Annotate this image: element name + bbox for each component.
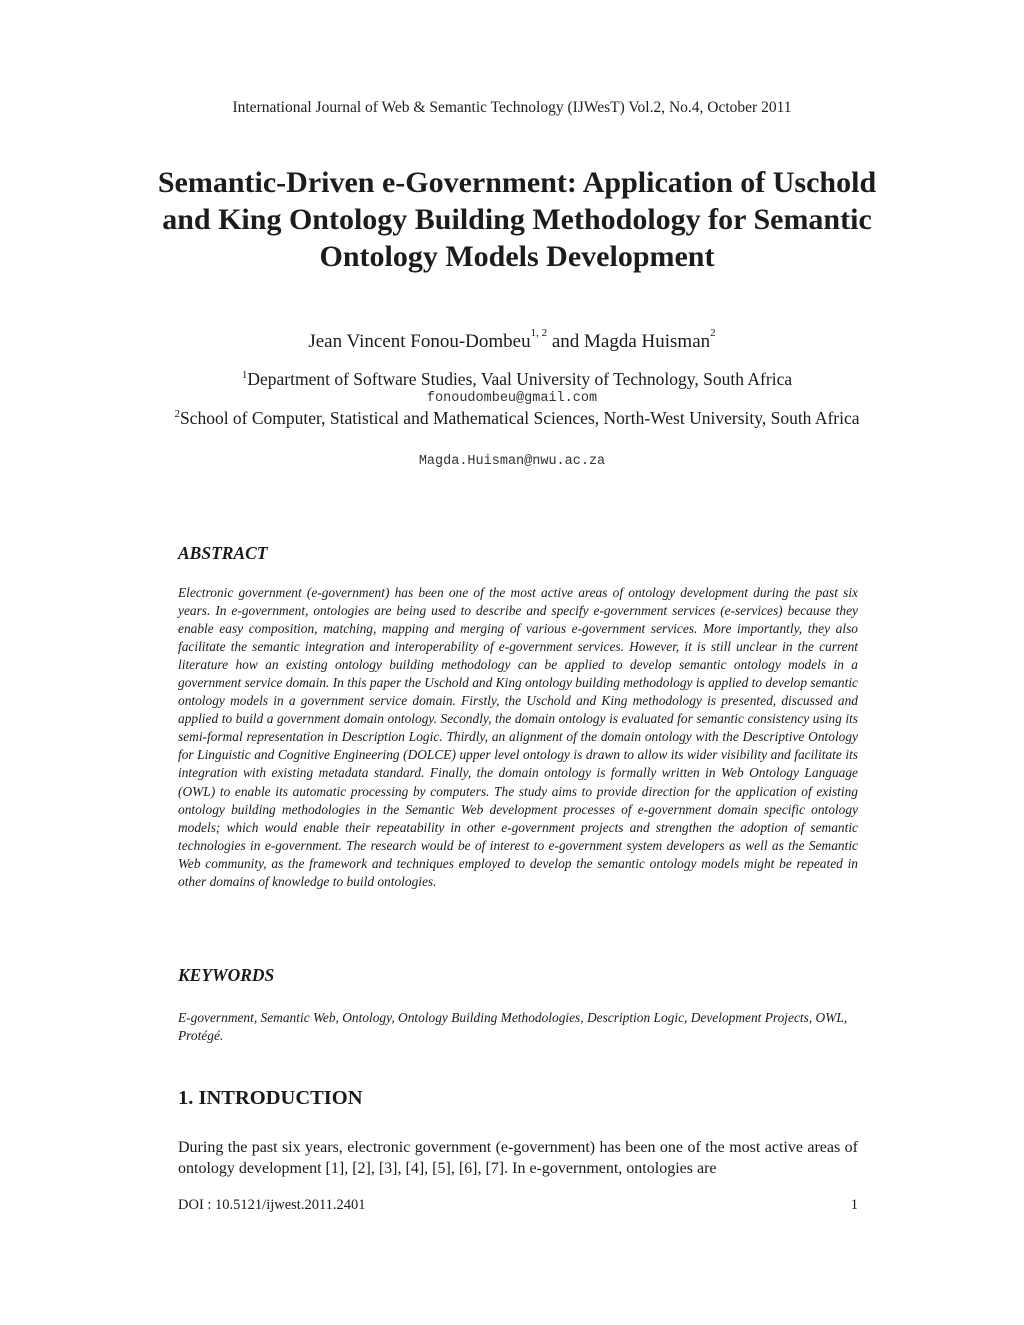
author-2-affiliation-marks: 2: [710, 327, 716, 339]
affiliation-1: [150, 369, 884, 390]
page-number: 1: [850, 1197, 858, 1213]
keywords-text: E-government, Semantic Web, Ontology, Ontology Building Methodologies, Description Logic, Development Projects, OWL, Protégé.: [178, 1010, 848, 1043]
affiliation-2-email[interactable]: Magda.Huisman@nwu.ac.za: [418, 454, 606, 469]
affiliation-2-text: School of Computer, Statistical and Mathematical Sciences, North-West University, South Africa: [179, 408, 860, 428]
author-1-name: Jean Vincent Fonou-Dombeu: [308, 331, 531, 352]
abstract-text: Electronic government (e-government) has been one of the most active areas of ontology development during the past six years. In e-government, ontologies are being used to describe and specify e-government services (e-services) because they enable easy composition, matching, mapping and merging of various e-government services. More importantly, they also facilitate the semantic integration and interoperability of e-government services. However, it is still unclear in the current literature how an existing ontology building methodology can be applied to develop semantic ontology models in a government service domain. In this paper the Uschold and King ontology building methodology is applied to develop semantic ontology models in a government service domain. Firstly, the Uschold and King methodology is presented, discussed and applied to build a government domain ontology. Secondly, the domain ontology is evaluated for semantic consistency using its semi-formal representation in Description Logic. Thirdly, an alignment of the domain ontology with the Descriptive Ontology for Linguistic and Cognitive Engineering (DOLCE) upper level ontology is drawn to allow its wider visibility and facilitate its integration with existing metadata standard. Finally, the domain ontology is formally written in Web Ontology Language (OWL) to enable its automatic processing by computers. The study aims to provide direction for the application of existing ontology building methodologies in the Semantic Web development processes of e-government domain specific ontology models; which would enable their repeatability in other e-government projects and strengthen the adoption of semantic technologies in e-government. The research would be of interest to e-government system developers as well as the Semantic Web community, as the framework and techniques employed to develop the semantic ontology models might be repeated in other domains of knowledge to build ontologies.: [178, 585, 858, 889]
author-1-affiliation-marks: 1, 2: [530, 327, 548, 339]
abstract-heading: ABSTRACT: [178, 543, 268, 563]
author-2-name: and Magda Huisman: [551, 331, 711, 352]
footer-doi: DOI : 10.5121/ijwest.2011.2401: [178, 1197, 366, 1213]
affiliation-2-mark: 2: [174, 408, 180, 420]
affiliation-1-mark: 1: [241, 369, 248, 381]
journal-header: International Journal of Web & Semantic Technology (IJWesT) Vol.2, No.4, October 2011: [232, 99, 792, 116]
keywords-heading: KEYWORDS: [178, 965, 275, 985]
affiliation-1-text: Department of Software Studies, Vaal University of Technology, South Africa: [247, 369, 793, 389]
introduction-text: During the past six years, electronic government (e-government) has been one of the most active areas of ontology development [1], [2], [3], [4], [5], [6], [7]. In e-government, ontologies are: [178, 1139, 858, 1177]
paper-title: Semantic-Driven e-Government: Application of Uschold and King Ontology Building Methodology for Semantic Ontology Models Development: [157, 166, 877, 273]
introduction-heading: 1. INTRODUCTION: [178, 1087, 363, 1109]
affiliation-2: [150, 408, 884, 429]
author-line: [0, 327, 1024, 353]
affiliation-1-email[interactable]: fonoudombeu@gmail.com: [426, 391, 598, 406]
